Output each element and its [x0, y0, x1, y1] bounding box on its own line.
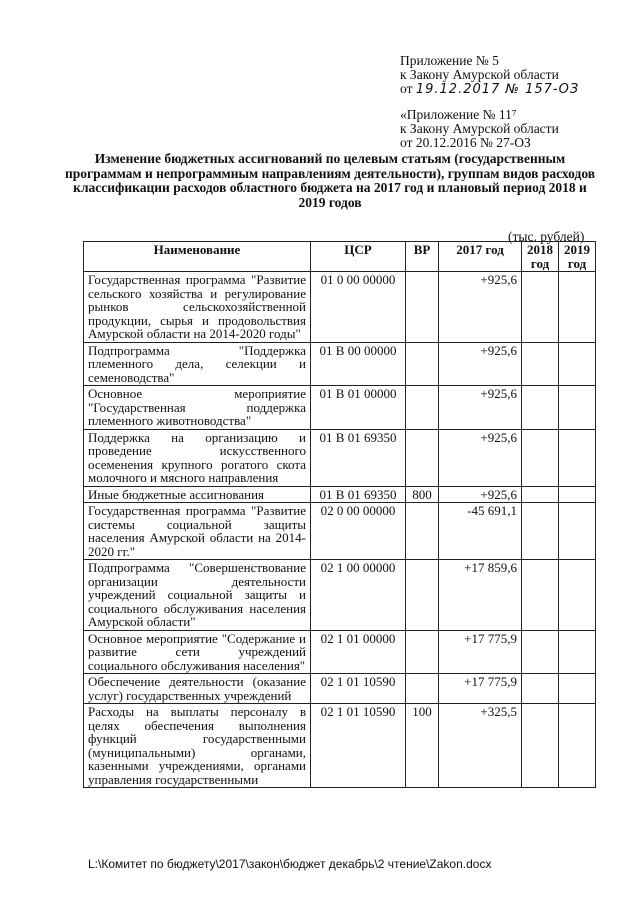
row-csr: 02 1 01 00000: [311, 630, 406, 674]
appendix-number: Приложение № 5: [400, 53, 499, 68]
row-2019: [559, 503, 596, 560]
amended-law-date: от 20.12.2016 № 27-ОЗ: [400, 135, 531, 150]
table-row: [84, 503, 596, 560]
row-2017: +325,5: [439, 704, 522, 788]
row-2017: +925,6: [439, 486, 522, 503]
row-2018: [522, 503, 559, 560]
row-2019: [559, 486, 596, 503]
law-reference: к Закону Амурской области: [400, 67, 559, 82]
header-2018: 2018 год: [522, 242, 559, 272]
row-csr: 01 В 01 00000: [311, 386, 406, 430]
table-row: [84, 704, 596, 788]
row-name: Обеспечение деятельности (оказание услуг) государственных учреждений: [84, 674, 311, 704]
row-2019: [559, 630, 596, 674]
table-row: [84, 674, 596, 704]
table-row: [84, 630, 596, 674]
file-path-footer: L:\Комитет по бюджету\2017\закон\бюджет декабрь\2 чтение\Zakon.docx: [88, 857, 492, 871]
table-row: [84, 272, 596, 343]
row-2018: [522, 486, 559, 503]
row-2018: [522, 386, 559, 430]
row-vr: [406, 630, 439, 674]
table-header-row: [84, 242, 596, 272]
header-vr: ВР: [406, 242, 439, 272]
row-name: Подпрограмма "Совершенствование организации деятельности учреждений социальной защиты и социального обслуживания населения Амурской области": [84, 560, 311, 631]
table-row: [84, 429, 596, 486]
row-2019: [559, 674, 596, 704]
row-2018: [522, 560, 559, 631]
row-csr: 02 1 01 10590: [311, 674, 406, 704]
row-name: Основное мероприятие "Государственная поддержка племенного животноводства": [84, 386, 311, 430]
row-csr: 02 1 01 10590: [311, 704, 406, 788]
row-name: Расходы на выплаты персоналу в целях обеспечения выполнения функций государственными (муниципальными) органами, казенными учреждениями, органами управления государственными: [84, 704, 311, 788]
row-csr: 01 В 01 69350: [311, 486, 406, 503]
row-vr: [406, 560, 439, 631]
row-2018: [522, 630, 559, 674]
handwritten-date: 19.12.2017 № 157-ОЗ: [415, 82, 580, 97]
row-2018: [522, 704, 559, 788]
header-2019: 2019 год: [559, 242, 596, 272]
row-2017: +925,6: [439, 342, 522, 386]
table-row: [84, 342, 596, 386]
header-2017: 2017 год: [439, 242, 522, 272]
row-2017: +17 859,6: [439, 560, 522, 631]
row-csr: 01 В 00 00000: [311, 342, 406, 386]
appendix-header: [400, 54, 579, 97]
document-title: Изменение бюджетных ассигнований по целевым статьям (государственным программам и непрограммным направлениям деятельности), группам видов расходов классификации расходов областного бюджета на 2017 год и плановый период 2018 и 2019 годов: [64, 151, 596, 210]
row-2017: +925,6: [439, 272, 522, 343]
row-2019: [559, 429, 596, 486]
row-name: Основное мероприятие "Содержание и развитие сети учреждений социального обслуживания населения": [84, 630, 311, 674]
row-name: Государственная программа "Развитие системы социальной защиты населения Амурской области на 2014-2020 гг.": [84, 503, 311, 560]
table-row: [84, 386, 596, 430]
row-2017: +925,6: [439, 386, 522, 430]
row-2017: +17 775,9: [439, 674, 522, 704]
header-name: Наименование: [84, 242, 311, 272]
row-vr: 800: [406, 486, 439, 503]
amended-appendix-header: [400, 108, 559, 150]
row-2018: [522, 342, 559, 386]
unit-label: (тыс. рублей): [508, 229, 585, 244]
row-2019: [559, 560, 596, 631]
law-date-line: от 19.12.2017 № 157-ОЗ: [400, 81, 580, 97]
row-2019: [559, 704, 596, 788]
budget-table: [83, 241, 596, 788]
row-csr: 02 0 00 00000: [311, 503, 406, 560]
row-vr: [406, 674, 439, 704]
row-csr: 02 1 00 00000: [311, 560, 406, 631]
row-2017: +925,6: [439, 429, 522, 486]
row-2018: [522, 272, 559, 343]
row-vr: [406, 272, 439, 343]
amended-law-reference: к Закону Амурской области: [400, 121, 559, 136]
row-csr: 01 0 00 00000: [311, 272, 406, 343]
header-csr: ЦСР: [311, 242, 406, 272]
row-vr: [406, 386, 439, 430]
row-2019: [559, 342, 596, 386]
table-row: [84, 560, 596, 631]
row-2018: [522, 674, 559, 704]
table-row: [84, 486, 596, 503]
row-vr: [406, 429, 439, 486]
row-vr: [406, 342, 439, 386]
row-name: Поддержка на организацию и проведение искусственного осеменения крупного рогатого скота молочного и мясного направления: [84, 429, 311, 486]
row-vr: 100: [406, 704, 439, 788]
amended-appendix-number: «Приложение № 11⁷: [400, 107, 517, 122]
row-2017: +17 775,9: [439, 630, 522, 674]
row-vr: [406, 503, 439, 560]
row-2019: [559, 386, 596, 430]
row-2018: [522, 429, 559, 486]
row-2019: [559, 272, 596, 343]
row-csr: 01 В 01 69350: [311, 429, 406, 486]
row-name: Иные бюджетные ассигнования: [84, 486, 311, 503]
row-name: Государственная программа "Развитие сельского хозяйства и регулирование рынков сельскохозяйственной продукции, сырья и продовольствия Амурской области на 2014-2020 годы": [84, 272, 311, 343]
row-name: Подпрограмма "Поддержка племенного дела, селекции и семеноводства": [84, 342, 311, 386]
row-2017: -45 691,1: [439, 503, 522, 560]
